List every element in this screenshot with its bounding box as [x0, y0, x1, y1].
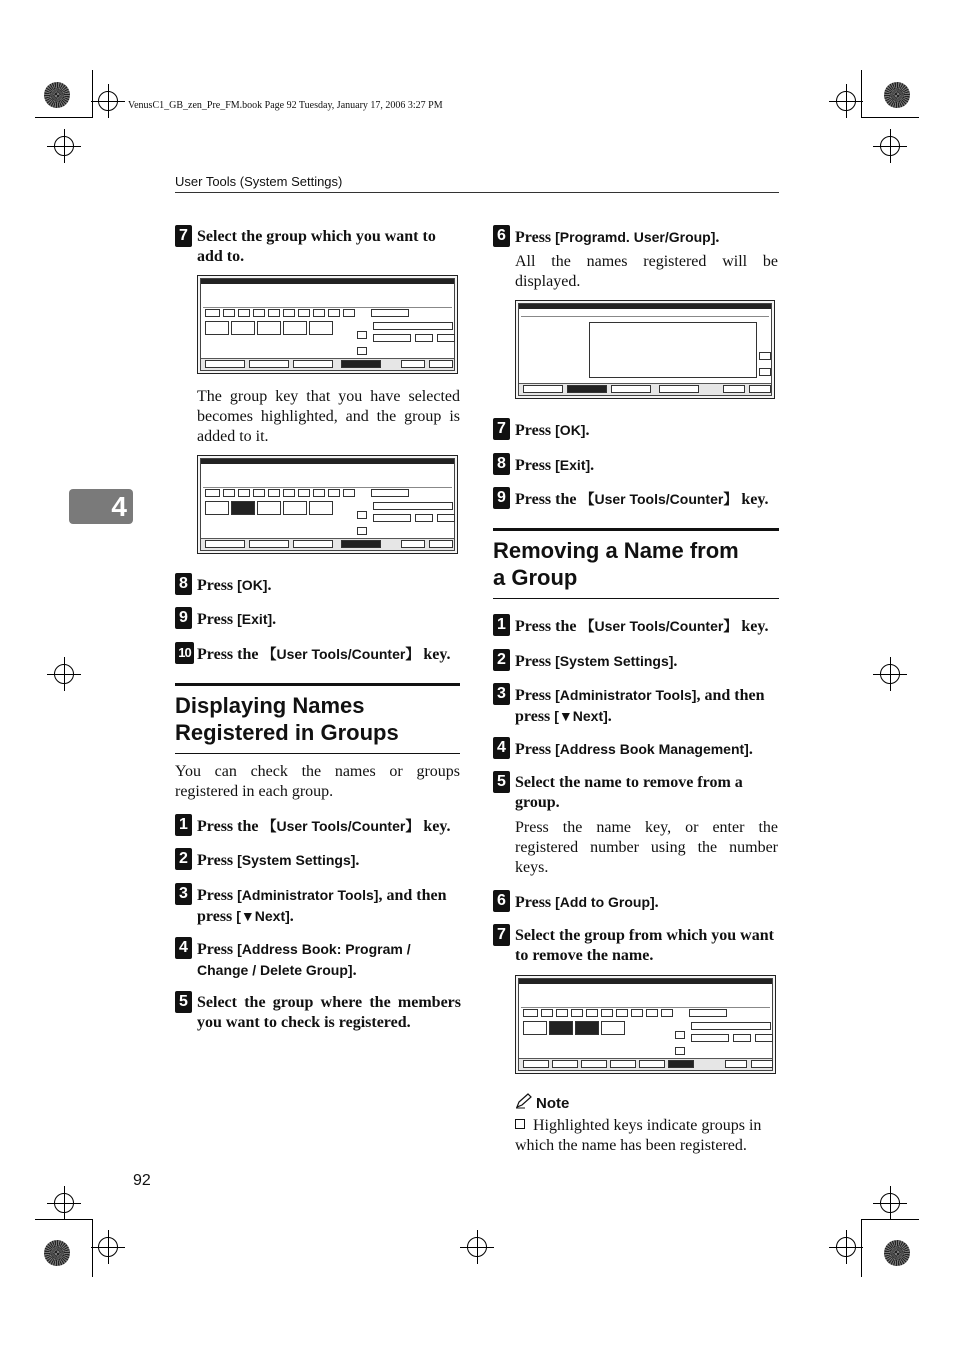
display-step-5: 5 Select the group where the members you want to check is registered. [175, 993, 461, 1033]
note-pencil-icon [515, 1093, 533, 1109]
step-7-description: The group key that you have selected becomes highlighted, and the group is added to it. [197, 388, 460, 445]
registration-mark [880, 1193, 900, 1213]
crop-mark [92, 70, 93, 118]
display-step-7: 7 Press [OK]. [493, 420, 779, 441]
registration-starburst-bottom-right [884, 1240, 910, 1266]
remove-step-7: 7 Select the group from which you want to remove the name. [493, 926, 779, 966]
step-9: 9 Press [Exit]. [175, 609, 461, 630]
crop-mark [861, 1219, 919, 1220]
registration-mark [54, 136, 74, 156]
display-step-4: 4 Press [Address Book: Program / Change / Delete Group]. [175, 939, 465, 981]
remove-step-5-description: Press the name key, or enter the registered number using the number keys. [515, 819, 778, 876]
crop-mark [861, 1219, 862, 1277]
section-title-removing: Removing a Name from a Group [493, 538, 739, 590]
registration-mark [54, 664, 74, 684]
section-rule-bottom [175, 753, 460, 754]
section-rule-top [175, 683, 460, 686]
display-step-3: 3 Press [Administrator Tools], and then press [▼Next]. [175, 885, 461, 927]
chapter-tab: 4 [69, 489, 133, 524]
screenshot-remove-from-group [515, 975, 776, 1074]
crop-mark [35, 117, 93, 118]
display-step-6-description: All the names registered will be displayed. [515, 253, 778, 290]
step-10: 10 Press the 【User Tools/Counter】 key. [175, 644, 461, 665]
file-meta: VenusC1_GB_zen_Pre_FM.book Page 92 Tuesday, January 17, 2006 3:27 PM [128, 100, 443, 111]
running-header: User Tools (System Settings) [175, 174, 343, 189]
crop-mark [35, 1219, 93, 1220]
registration-mark [836, 1237, 856, 1257]
registration-starburst-top-left [44, 82, 70, 108]
note-item: Highlighted keys indicate groups in which the name has been registered. [515, 1117, 762, 1154]
step-7: 7 Select the group which you want to add to. [175, 227, 461, 267]
registration-mark [836, 91, 856, 111]
registration-starburst-bottom-left [44, 1240, 70, 1266]
page-number: 92 [133, 1172, 151, 1189]
screenshot-select-group [197, 275, 458, 374]
display-step-2: 2 Press [System Settings]. [175, 850, 461, 871]
remove-step-3: 3 Press [Administrator Tools], and then press [▼Next]. [493, 685, 779, 727]
note-heading: Note [536, 1095, 570, 1112]
note-bullet-icon [515, 1119, 525, 1129]
step-8: 8 Press [OK]. [175, 575, 461, 596]
display-step-1: 1 Press the 【User Tools/Counter】 key. [175, 816, 461, 837]
crop-mark [861, 70, 862, 118]
section-rule-bottom [493, 598, 779, 599]
remove-step-5: 5 Select the name to remove from a group. [493, 773, 779, 813]
section-title-displaying: Displaying Names Registered in Groups [175, 693, 399, 745]
remove-step-4: 4 Press [Address Book Management]. [493, 739, 779, 760]
display-step-8: 8 Press [Exit]. [493, 455, 779, 476]
section-intro: You can check the names or groups registered in each group. [175, 763, 460, 800]
screenshot-group-highlighted [197, 455, 458, 554]
crop-mark [861, 117, 919, 118]
remove-step-2: 2 Press [System Settings]. [493, 651, 779, 672]
registration-mark [467, 1237, 487, 1257]
header-rule [175, 192, 779, 193]
registration-mark [880, 136, 900, 156]
registration-mark [880, 664, 900, 684]
section-rule-top [493, 528, 779, 531]
display-step-9: 9 Press the 【User Tools/Counter】 key. [493, 489, 779, 510]
crop-mark [92, 1219, 93, 1277]
remove-step-1: 1 Press the 【User Tools/Counter】 key. [493, 616, 779, 637]
registration-mark [98, 1237, 118, 1257]
screenshot-registered-names [515, 300, 775, 399]
remove-step-6: 6 Press [Add to Group]. [493, 892, 779, 913]
registration-starburst-top-right [884, 82, 910, 108]
registration-mark [98, 91, 118, 111]
display-step-6: 6 Press [Programd. User/Group]. [493, 227, 779, 248]
registration-mark [54, 1193, 74, 1213]
